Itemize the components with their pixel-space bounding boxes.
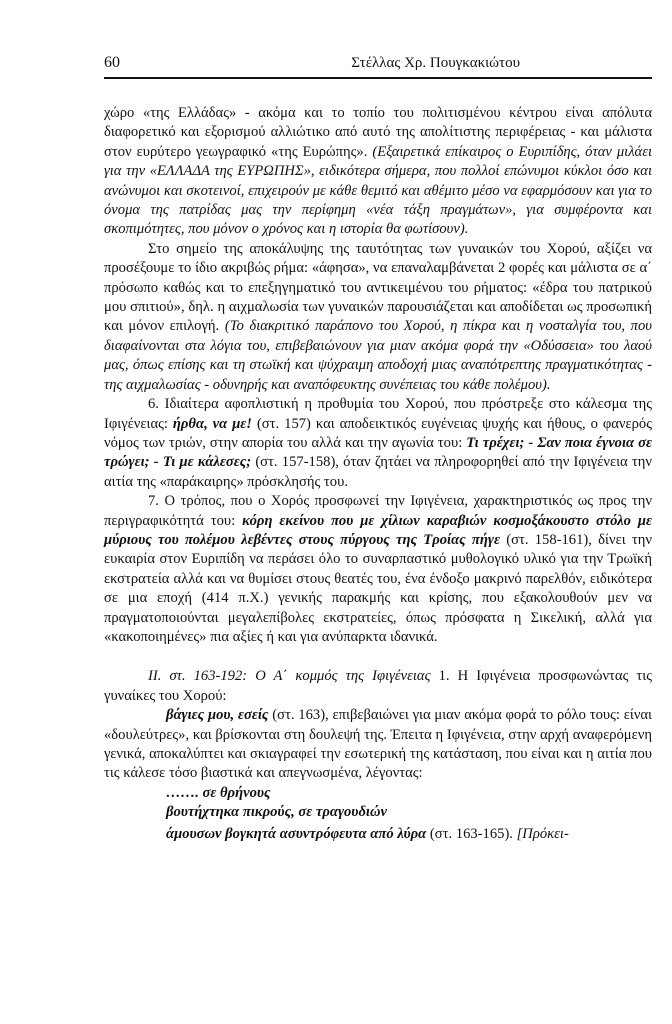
text-run: (στ. 158-161), δίνει την ευκαιρία στον Ευριπίδη να περάσει όλο το συναρπαστικό μυθολογικό υλικό για την Τρωϊκή εκστρατεία αλλά και να θυμίσει στους θεατές του, ένα ένδοξο μακρινό παρελθόν, ειδικότερα σε μια εποχή (414 π.Χ.) γενικής παρακμής και κρίσης, που εξακολουθούν μεν να πραγματοποιούνται μεγαλεπίβολες εκστρατείες, όπως πρόσφατα η Σικελική, αλλά για «κακοποιημένες» πια αξίες ή και για ανύπαρκτα ιδανικά. <box>104 531 652 645</box>
paragraph-5 <box>104 706 652 784</box>
verse-text: άμουσων βογκητά ασυντρόφευτα από λύρα <box>166 825 427 842</box>
paragraph-1 <box>104 104 652 240</box>
text-run: χώρο «της Ελλάδας» - ακόμα και το τοπίο του πολιτισμένου κέντρου είναι απόλυτα διαφορετικό και εξορισμού αλλιώτικο από αυτό της απολίτιστης περιφέρειας - και μάλιστα στον ευρύτερο γεωγραφικό «της Ευρώπης». <box>104 105 652 160</box>
text-run: (στ. 163-165). <box>426 825 517 842</box>
paragraph-point-6 <box>104 395 652 492</box>
text-run: (στ. 163), επιβεβαιώνει για μιαν ακόμα φορά το ρόλο τους: είναι «δουλεύτρες», και βρίσκονται στη δουλεψή της. Έπειτα η Ιφιγένεια, στην αρχή αναφερόμενη γενικά, αποκαλύπτει και σκιαγραφεί την εσωτερική της κατάσταση, που είναι και η αιτία που τις κάλεσε τόσο βιαστικά και απεγνωσμένα, λέγοντας: <box>104 707 652 782</box>
quote-emphasis: κόρη εκείνου που με χίλιων καραβιών κοσμοξάκουστο στόλο με μύριους του πολέμου λεβέντες στους πύργους της Τροίας πήγε <box>104 512 652 548</box>
text-run: 1. Η Ιφιγένεια προσφωνώντας τις γυναίκες του Χορού: <box>104 668 652 704</box>
running-head-author: Στέλλας Χρ. Πουγκακιώτου <box>351 55 520 71</box>
text-run: (στ. 157-158), όταν ζητάει να πληροφορηθεί από την Ιφιγένεια την αιτία της «παράκαιρης» πρόσκλησής του. <box>104 454 652 490</box>
page-number: 60 <box>104 54 120 71</box>
italic-aside: (Το διακριτικό παράπονο του Χορού, η πίκρα και η νοσταλγία του, που διαφαίνονται στα λόγια του, επιβεβαιώνουν για μιαν ακόμα φορά την «Οδύσσεια» του λαού μας, όπως επίσης και τη στωϊκή και ψύχραιμη αποδοχή μιας αναπότρεπτης πραγματικότητας - της αιχμαλωσίας - οδυνηρής και αναπόφευκτης συνέπειας του κάθε πολέμου). <box>104 318 652 393</box>
section-heading: ΙΙ. στ. 163-192: Ο Α΄ κομμός της Ιφιγένειας <box>148 668 431 685</box>
quote-emphasis: ήρθα, να με! <box>172 415 252 432</box>
italic-aside: (Εξαιρετικά επίκαιρος ο Ευριπίδης, όταν μιλάει για την «ΕΛΛΑΔΑ της ΕΥΡΩΠΗΣ», ειδικότερα σήμερα, που πολλοί επώνυμοι κύκλοι όσο και ανώνυμοι και σκοτεινοί, επιχειρούν με κάθε θεμιτό και αθέμιτο μέσο να εφαρμόσουν και για το όνομα της πατρίδας μας την περίφημη «νέα τάξη πραγμάτων», για συμφέροντα και σκοπιμότητες, που μόνον ο χρόνος και η ιστορία θα φωτίσουν). <box>104 143 652 238</box>
section-heading-paragraph <box>104 667 652 706</box>
quote-emphasis: Τι τρέχει; - Σαν ποια έγνοια σε τρώγει; - Τι με κάλεσες; <box>104 434 652 471</box>
text-run: 7. Ο τρόπος, που ο Χορός προσφωνεί την Ιφιγένεια, χαρακτηριστικός ως προς την περιγραφικότητά του: <box>104 493 652 529</box>
text-run: Στο σημείο της αποκάλυψης της ταυτότητας των γυναικών του Χορού, αξίζει να προσέξουμε το ίδιο ακριβώς ρήμα: «άφησα», να επαναλαμβάνεται 2 φορές και μάλιστα σε α΄ πρόσωπο καθώς και το επεξηγηματικό του αντικειμένου του ρήματος: «έδρα του πατρικού μου σπιτιού», δηλ. η αιχμαλωσία των γυναικών παρουσιάζεται και αποδίδεται ως προσωπική και μόνον επιλογή. <box>104 240 652 335</box>
page-header <box>104 54 652 79</box>
quote-emphasis: βάγιες μου, εσείς <box>166 707 269 724</box>
text-run: (στ. 157) και αποδεικτικός ευγένειας ψυχής και ήθους, ο φανερός νόμος των τριών, στην απορία του αλλά και την αγωνία του: <box>104 415 652 451</box>
italic-aside: [Πρόκει- <box>516 825 569 842</box>
paragraph-point-7 <box>104 492 652 647</box>
body-text <box>104 104 652 844</box>
verse-line-1 <box>104 784 652 803</box>
verse-text: ……. σε θρήνους <box>166 784 271 801</box>
verse-line-3 <box>104 825 652 844</box>
verse-line-2 <box>104 803 652 822</box>
text-run: 6. Ιδιαίτερα αφοπλιστική η προθυμία του Χορού, που πρόστρεξε στο κάλεσμα της Ιφιγένειας: <box>104 396 652 432</box>
verse-text: βουτήχτηκα πικρούς, σε τραγουδιών <box>166 804 388 821</box>
paragraph-2 <box>104 240 652 395</box>
